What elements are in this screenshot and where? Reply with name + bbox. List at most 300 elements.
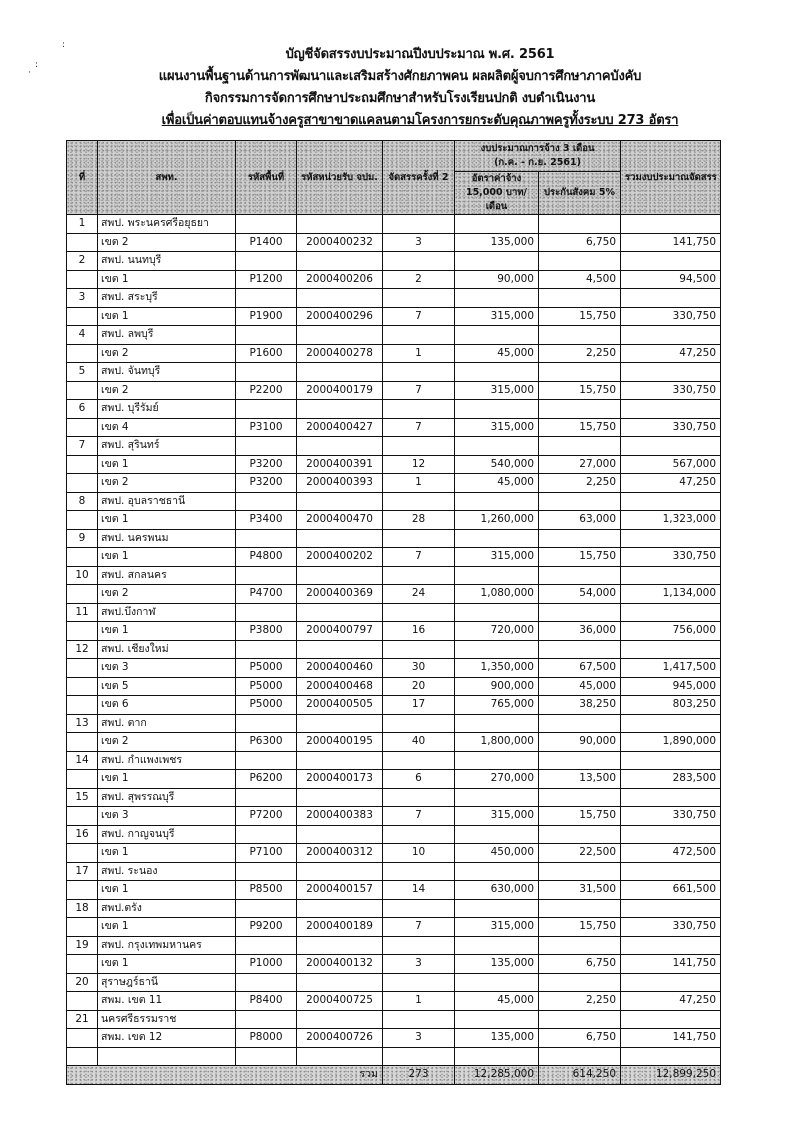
total-amount [621, 252, 721, 271]
office-group-row [67, 936, 721, 955]
unit-code [297, 566, 383, 585]
social-security-amount: 13,500 [539, 770, 621, 789]
unit-code: 2000400470 [297, 511, 383, 530]
district-name: เขต 1 [98, 270, 236, 289]
office-group-row [67, 714, 721, 733]
unit-code: 2000400312 [297, 844, 383, 863]
district-row [67, 270, 721, 289]
office-group-row [67, 363, 721, 382]
unit-code: 2000400195 [297, 733, 383, 752]
total-amount [621, 973, 721, 992]
office-group-row [67, 825, 721, 844]
row-number: 12 [67, 640, 98, 659]
empty-cell [539, 1047, 621, 1066]
office-name: สพป. เชียงใหม่ [98, 640, 236, 659]
social-security-amount: 2,250 [539, 474, 621, 493]
allocation-count [383, 1010, 455, 1029]
allocation-count [383, 252, 455, 271]
social-security-amount: 45,000 [539, 677, 621, 696]
row-number: 11 [67, 603, 98, 622]
blank-row [67, 1047, 721, 1066]
social-security-amount: 4,500 [539, 270, 621, 289]
wage-amount: 450,000 [455, 844, 539, 863]
row-number [67, 881, 98, 900]
header-area-code: รหัสพื้นที่ [236, 141, 297, 215]
office-name: สพป. สุพรรณบุรี [98, 788, 236, 807]
unit-code: 2000400202 [297, 548, 383, 567]
unit-code [297, 640, 383, 659]
total-amount: 94,500 [621, 270, 721, 289]
header-allocation-round: จัดสรรครั้งที่ 2 [383, 141, 455, 215]
wage-amount [455, 899, 539, 918]
row-number [67, 733, 98, 752]
row-number [67, 1029, 98, 1048]
allocation-count [383, 400, 455, 419]
row-number [67, 770, 98, 789]
header-no: ที่ [67, 141, 98, 215]
wage-amount [455, 529, 539, 548]
area-code [236, 529, 297, 548]
social-security-amount: 2,250 [539, 992, 621, 1011]
unit-code: 2000400393 [297, 474, 383, 493]
row-number: 19 [67, 936, 98, 955]
area-code: P8400 [236, 992, 297, 1011]
area-code [236, 400, 297, 419]
allocation-count: 30 [383, 659, 455, 678]
allocation-count [383, 289, 455, 308]
row-number [67, 344, 98, 363]
area-code: P8500 [236, 881, 297, 900]
allocation-count [383, 973, 455, 992]
allocation-count [383, 566, 455, 585]
unit-code: 2000400427 [297, 418, 383, 437]
allocation-count: 10 [383, 844, 455, 863]
district-row [67, 381, 721, 400]
district-name: สพม. เขต 12 [98, 1029, 236, 1048]
total-amount: 330,750 [621, 918, 721, 937]
unit-code [297, 825, 383, 844]
social-security-amount: 90,000 [539, 733, 621, 752]
header-unit-code: รหัสหน่วยรับ จปม. [297, 141, 383, 215]
wage-amount: 270,000 [455, 770, 539, 789]
wage-amount [455, 215, 539, 234]
allocation-count: 2 [383, 270, 455, 289]
header-budget-period: (ก.ค. - ก.ย. 2561) [494, 157, 581, 168]
social-security-amount: 2,250 [539, 344, 621, 363]
row-number: 8 [67, 492, 98, 511]
area-code: P8000 [236, 1029, 297, 1048]
social-security-amount [539, 363, 621, 382]
office-group-row [67, 326, 721, 345]
allocation-count: 7 [383, 381, 455, 400]
wage-amount: 135,000 [455, 955, 539, 974]
wage-amount [455, 751, 539, 770]
area-code: P1000 [236, 955, 297, 974]
title-line-4: เพื่อเป็นค่าตอบแทนจ้างครูสาขาขาดแคลนตามโครงการยกระดับคุณภาพครูทั้งระบบ 273 อัตรา [161, 113, 679, 128]
unit-code: 2000400383 [297, 807, 383, 826]
district-name: เขต 4 [98, 418, 236, 437]
unit-code [297, 788, 383, 807]
total-amount: 567,000 [621, 455, 721, 474]
area-code: P7200 [236, 807, 297, 826]
office-name: สพป. นนทบุรี [98, 252, 236, 271]
area-code: P2200 [236, 381, 297, 400]
wage-amount [455, 289, 539, 308]
total-amount: 330,750 [621, 307, 721, 326]
social-security-amount [539, 326, 621, 345]
unit-code: 2000400505 [297, 696, 383, 715]
district-name: เขต 1 [98, 511, 236, 530]
allocation-count: 7 [383, 418, 455, 437]
allocation-count: 1 [383, 474, 455, 493]
row-number [67, 677, 98, 696]
district-row [67, 622, 721, 641]
office-group-row [67, 788, 721, 807]
unit-code [297, 751, 383, 770]
row-number [67, 992, 98, 1011]
office-name: สพป. ตาก [98, 714, 236, 733]
wage-amount: 900,000 [455, 677, 539, 696]
wage-amount: 90,000 [455, 270, 539, 289]
total-amount [621, 936, 721, 955]
social-security-amount: 15,750 [539, 418, 621, 437]
total-count: 273 [383, 1066, 455, 1085]
unit-code [297, 936, 383, 955]
area-code [236, 714, 297, 733]
unit-code [297, 400, 383, 419]
table-body [67, 215, 721, 1066]
row-number: 14 [67, 751, 98, 770]
empty-cell [383, 1047, 455, 1066]
total-amount: 283,500 [621, 770, 721, 789]
allocation-count: 40 [383, 733, 455, 752]
wage-amount: 135,000 [455, 233, 539, 252]
district-name: เขต 1 [98, 307, 236, 326]
area-code: P4700 [236, 585, 297, 604]
unit-code [297, 899, 383, 918]
social-security-amount: 54,000 [539, 585, 621, 604]
unit-code: 2000400726 [297, 1029, 383, 1048]
district-name: เขต 1 [98, 622, 236, 641]
social-security-amount: 15,750 [539, 918, 621, 937]
row-number [67, 307, 98, 326]
wage-amount [455, 326, 539, 345]
wage-amount [455, 437, 539, 456]
district-row [67, 992, 721, 1011]
district-row [67, 770, 721, 789]
row-number: 17 [67, 862, 98, 881]
title-line-1: บัญชีจัดสรรงบประมาณปีงบประมาณ พ.ศ. 2561 [285, 47, 555, 62]
total-amount [621, 751, 721, 770]
wage-amount: 765,000 [455, 696, 539, 715]
unit-code [297, 714, 383, 733]
unit-code: 2000400468 [297, 677, 383, 696]
district-row [67, 418, 721, 437]
unit-code [297, 215, 383, 234]
allocation-count: 14 [383, 881, 455, 900]
total-amount [621, 326, 721, 345]
wage-amount: 315,000 [455, 548, 539, 567]
district-row [67, 548, 721, 567]
unit-code: 2000400797 [297, 622, 383, 641]
area-code: P6300 [236, 733, 297, 752]
wage-amount: 540,000 [455, 455, 539, 474]
area-code [236, 492, 297, 511]
row-number: 7 [67, 437, 98, 456]
social-security-amount [539, 215, 621, 234]
allocation-count [383, 936, 455, 955]
district-name: เขต 2 [98, 381, 236, 400]
wage-amount [455, 714, 539, 733]
total-amount: 47,250 [621, 344, 721, 363]
area-code: P7100 [236, 844, 297, 863]
office-group-row [67, 492, 721, 511]
district-row [67, 1029, 721, 1048]
area-code: P4800 [236, 548, 297, 567]
unit-code: 2000400189 [297, 918, 383, 937]
allocation-count [383, 603, 455, 622]
total-amount: 1,417,500 [621, 659, 721, 678]
area-code: P5000 [236, 659, 297, 678]
allocation-count: 16 [383, 622, 455, 641]
district-name: เขต 2 [98, 474, 236, 493]
unit-code [297, 437, 383, 456]
social-security-amount [539, 825, 621, 844]
office-name: สพป. บุรีรัมย์ [98, 400, 236, 419]
total-amount: 661,500 [621, 881, 721, 900]
total-amount [621, 825, 721, 844]
area-code [236, 603, 297, 622]
scan-speck: : [35, 60, 39, 70]
area-code: P6200 [236, 770, 297, 789]
budget-allocation-table [66, 140, 721, 1085]
office-name: สพป. สระบุรี [98, 289, 236, 308]
office-group-row [67, 640, 721, 659]
allocation-count: 7 [383, 548, 455, 567]
district-row [67, 918, 721, 937]
area-code: P5000 [236, 677, 297, 696]
total-amount: 1,323,000 [621, 511, 721, 530]
total-amount [621, 603, 721, 622]
wage-amount [455, 936, 539, 955]
total-amount [621, 215, 721, 234]
district-name: เขต 5 [98, 677, 236, 696]
office-name: สพป. พระนครศรีอยุธยา [98, 215, 236, 234]
allocation-count [383, 492, 455, 511]
area-code: P3200 [236, 474, 297, 493]
office-group-row [67, 400, 721, 419]
area-code [236, 566, 297, 585]
district-name: เขต 2 [98, 344, 236, 363]
office-group-row [67, 899, 721, 918]
allocation-count: 17 [383, 696, 455, 715]
office-name: สพป. กรุงเทพมหานคร [98, 936, 236, 955]
area-code [236, 252, 297, 271]
wage-amount [455, 862, 539, 881]
area-code: P1400 [236, 233, 297, 252]
allocation-count: 3 [383, 1029, 455, 1048]
wage-amount: 315,000 [455, 807, 539, 826]
total-amount [621, 862, 721, 881]
wage-amount: 315,000 [455, 418, 539, 437]
district-row [67, 455, 721, 474]
scan-speck: : [62, 40, 66, 50]
social-security-amount [539, 751, 621, 770]
office-name: สพป.บึงกาฬ [98, 603, 236, 622]
office-name: สพป. อุบลราชธานี [98, 492, 236, 511]
social-security-amount: 38,250 [539, 696, 621, 715]
total-amount [621, 714, 721, 733]
empty-cell [297, 1047, 383, 1066]
unit-code: 2000400206 [297, 270, 383, 289]
unit-code: 2000400278 [297, 344, 383, 363]
row-number [67, 844, 98, 863]
office-name: นครศรีธรรมราช [98, 1010, 236, 1029]
unit-code: 2000400296 [297, 307, 383, 326]
area-code [236, 215, 297, 234]
office-group-row [67, 566, 721, 585]
district-name: เขต 2 [98, 233, 236, 252]
allocation-count: 6 [383, 770, 455, 789]
area-code [236, 899, 297, 918]
row-number: 10 [67, 566, 98, 585]
area-code [236, 1010, 297, 1029]
row-number: 6 [67, 400, 98, 419]
office-group-row [67, 252, 721, 271]
allocation-count [383, 363, 455, 382]
area-code: P5000 [236, 696, 297, 715]
social-security-amount: 15,750 [539, 307, 621, 326]
total-amount [621, 363, 721, 382]
allocation-count [383, 714, 455, 733]
wage-amount: 630,000 [455, 881, 539, 900]
social-security-amount: 31,500 [539, 881, 621, 900]
office-name: สพป. สกลนคร [98, 566, 236, 585]
row-number: 15 [67, 788, 98, 807]
unit-code: 2000400369 [297, 585, 383, 604]
wage-amount: 45,000 [455, 474, 539, 493]
total-amount: 47,250 [621, 474, 721, 493]
district-name: เขต 1 [98, 770, 236, 789]
total-label: รวม [67, 1066, 383, 1085]
social-security-amount: 6,750 [539, 1029, 621, 1048]
social-security-amount [539, 529, 621, 548]
social-security-amount: 67,500 [539, 659, 621, 678]
social-security-amount [539, 936, 621, 955]
total-budget: 12,899,250 [621, 1066, 721, 1085]
social-security-amount: 15,750 [539, 548, 621, 567]
area-code [236, 363, 297, 382]
total-amount: 330,750 [621, 418, 721, 437]
district-name: เขต 3 [98, 659, 236, 678]
row-number [67, 807, 98, 826]
total-amount [621, 400, 721, 419]
allocation-count: 7 [383, 918, 455, 937]
wage-amount: 1,260,000 [455, 511, 539, 530]
unit-code [297, 289, 383, 308]
area-code: P3800 [236, 622, 297, 641]
area-code [236, 326, 297, 345]
social-security-amount: 15,750 [539, 807, 621, 826]
total-amount: 1,890,000 [621, 733, 721, 752]
header-budget-group [455, 141, 621, 172]
district-row [67, 344, 721, 363]
allocation-count: 20 [383, 677, 455, 696]
allocation-count: 7 [383, 807, 455, 826]
total-amount [621, 566, 721, 585]
total-amount [621, 899, 721, 918]
total-amount: 141,750 [621, 955, 721, 974]
office-group-row [67, 1010, 721, 1029]
area-code [236, 973, 297, 992]
total-amount [621, 437, 721, 456]
district-name: เขต 1 [98, 881, 236, 900]
district-row [67, 881, 721, 900]
social-security-amount [539, 862, 621, 881]
wage-amount: 45,000 [455, 992, 539, 1011]
row-number [67, 918, 98, 937]
total-amount [621, 529, 721, 548]
header-office: สพท. [98, 141, 236, 215]
office-group-row [67, 973, 721, 992]
social-security-amount [539, 252, 621, 271]
allocation-count: 3 [383, 955, 455, 974]
wage-amount [455, 640, 539, 659]
area-code [236, 862, 297, 881]
district-row [67, 677, 721, 696]
area-code: P1200 [236, 270, 297, 289]
row-number [67, 381, 98, 400]
wage-amount: 315,000 [455, 381, 539, 400]
total-amount: 330,750 [621, 548, 721, 567]
row-number: 5 [67, 363, 98, 382]
total-amount: 330,750 [621, 381, 721, 400]
row-number [67, 659, 98, 678]
row-number: 13 [67, 714, 98, 733]
district-row [67, 474, 721, 493]
wage-amount: 45,000 [455, 344, 539, 363]
header-budget-group-title: งบประมาณการจ้าง 3 เดือน [480, 143, 595, 154]
office-name: สพป. นครพนม [98, 529, 236, 548]
social-security-amount: 27,000 [539, 455, 621, 474]
unit-code: 2000400460 [297, 659, 383, 678]
unit-code: 2000400232 [297, 233, 383, 252]
allocation-count [383, 899, 455, 918]
social-security-amount [539, 289, 621, 308]
district-row [67, 696, 721, 715]
row-number: 20 [67, 973, 98, 992]
total-amount: 47,250 [621, 992, 721, 1011]
district-row [67, 585, 721, 604]
social-security-amount: 36,000 [539, 622, 621, 641]
office-name: สพป.ตรัง [98, 899, 236, 918]
social-security-amount [539, 400, 621, 419]
district-row [67, 844, 721, 863]
area-code: P9200 [236, 918, 297, 937]
unit-code: 2000400725 [297, 992, 383, 1011]
wage-amount: 720,000 [455, 622, 539, 641]
district-row [67, 511, 721, 530]
office-name: สพป. จันทบุรี [98, 363, 236, 382]
unit-code [297, 529, 383, 548]
unit-code: 2000400179 [297, 381, 383, 400]
allocation-count: 1 [383, 344, 455, 363]
allocation-count: 28 [383, 511, 455, 530]
wage-amount [455, 252, 539, 271]
empty-cell [236, 1047, 297, 1066]
total-amount: 803,250 [621, 696, 721, 715]
allocation-count: 24 [383, 585, 455, 604]
